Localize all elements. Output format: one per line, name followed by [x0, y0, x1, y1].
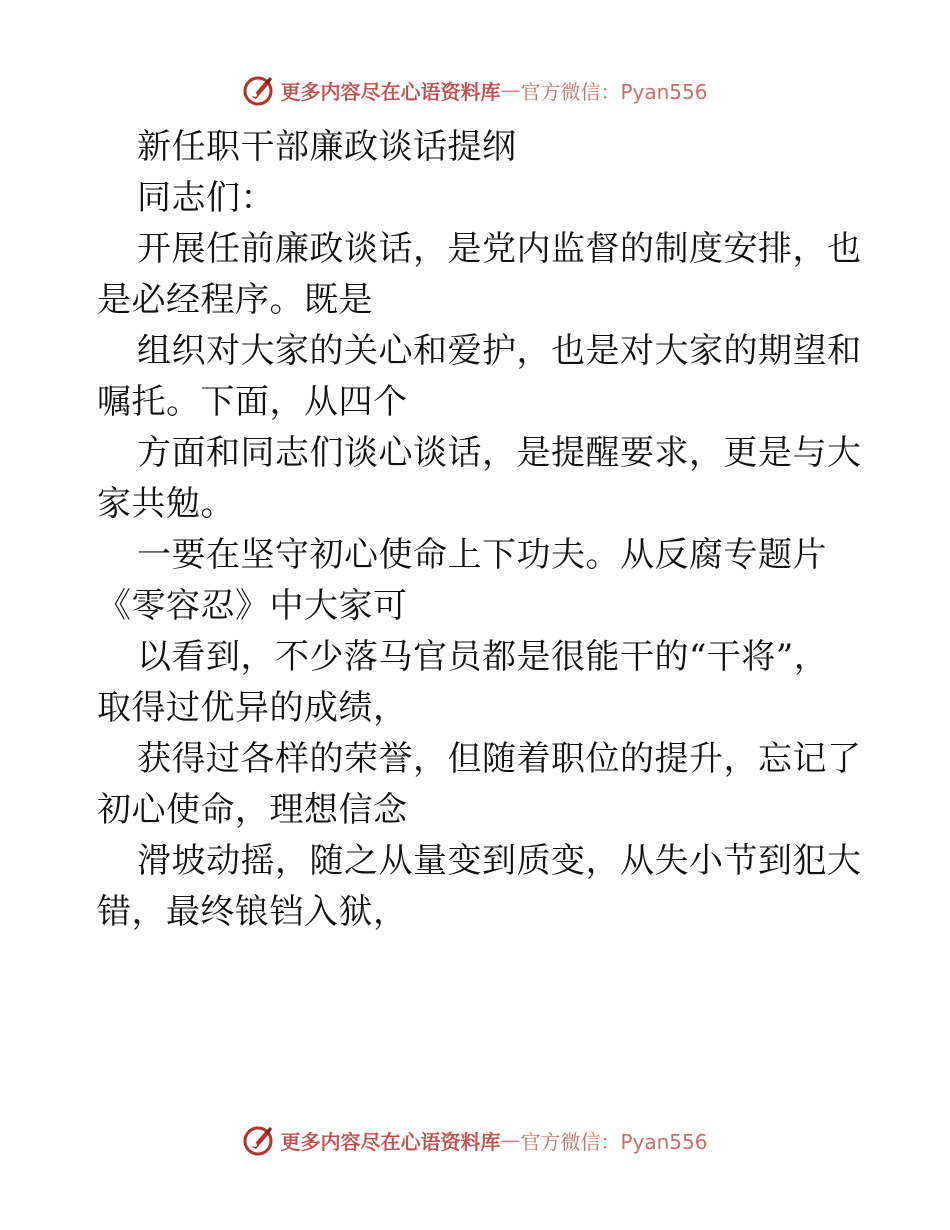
paragraph-line: 一要在坚守初心使命上下功夫。从反腐专题片: [137, 535, 827, 575]
paragraph-line: 嘱托。下面，从四个: [97, 382, 408, 422]
header-banner: [0, 70, 950, 110]
paragraph-line: 组织对大家的关心和爱护，也是对大家的期望和: [137, 331, 862, 371]
paragraph-line: 初心使命，理想信念: [97, 790, 408, 830]
banner-separator: —: [500, 78, 521, 102]
footer-banner: [0, 1120, 950, 1160]
paragraph-line: 错，最终锒铛入狱，: [97, 892, 408, 932]
pen-nib-logo-icon: [242, 73, 276, 107]
paragraph-line: 获得过各样的荣誉，但随着职位的提升，忘记了: [137, 739, 862, 779]
paragraph-line: 开展任前廉政谈话，是党内监督的制度安排，也: [137, 229, 862, 269]
paragraph-line: 滑坡动摇，随之从量变到质变，从失小节到犯大: [137, 841, 862, 881]
paragraph-line: 《零容忍》中大家可: [97, 586, 408, 626]
document-title: 新任职干部廉政谈话提纲: [137, 127, 517, 167]
banner-wechat-text: 官方微信：Pyan556: [520, 1129, 708, 1154]
salutation: 同志们：: [137, 178, 275, 218]
banner-wechat-text: 官方微信：Pyan556: [520, 79, 708, 104]
banner-site-text: 更多内容尽在心语资料库: [280, 1129, 501, 1154]
banner-site-text: 更多内容尽在心语资料库: [280, 79, 501, 104]
document-body: [97, 122, 862, 938]
paragraph-line: 是必经程序。既是: [97, 280, 373, 320]
paragraph-line: 以看到，不少落马官员都是很能干的“干将”，: [137, 637, 829, 677]
paragraph-line: 家共勉。: [97, 484, 235, 524]
pen-nib-logo-icon: [242, 1123, 276, 1157]
paragraph-line: 取得过优异的成绩，: [97, 688, 408, 728]
paragraph-line: 方面和同志们谈心谈话，是提醒要求，更是与大: [137, 433, 862, 473]
banner-separator: —: [500, 1128, 521, 1152]
